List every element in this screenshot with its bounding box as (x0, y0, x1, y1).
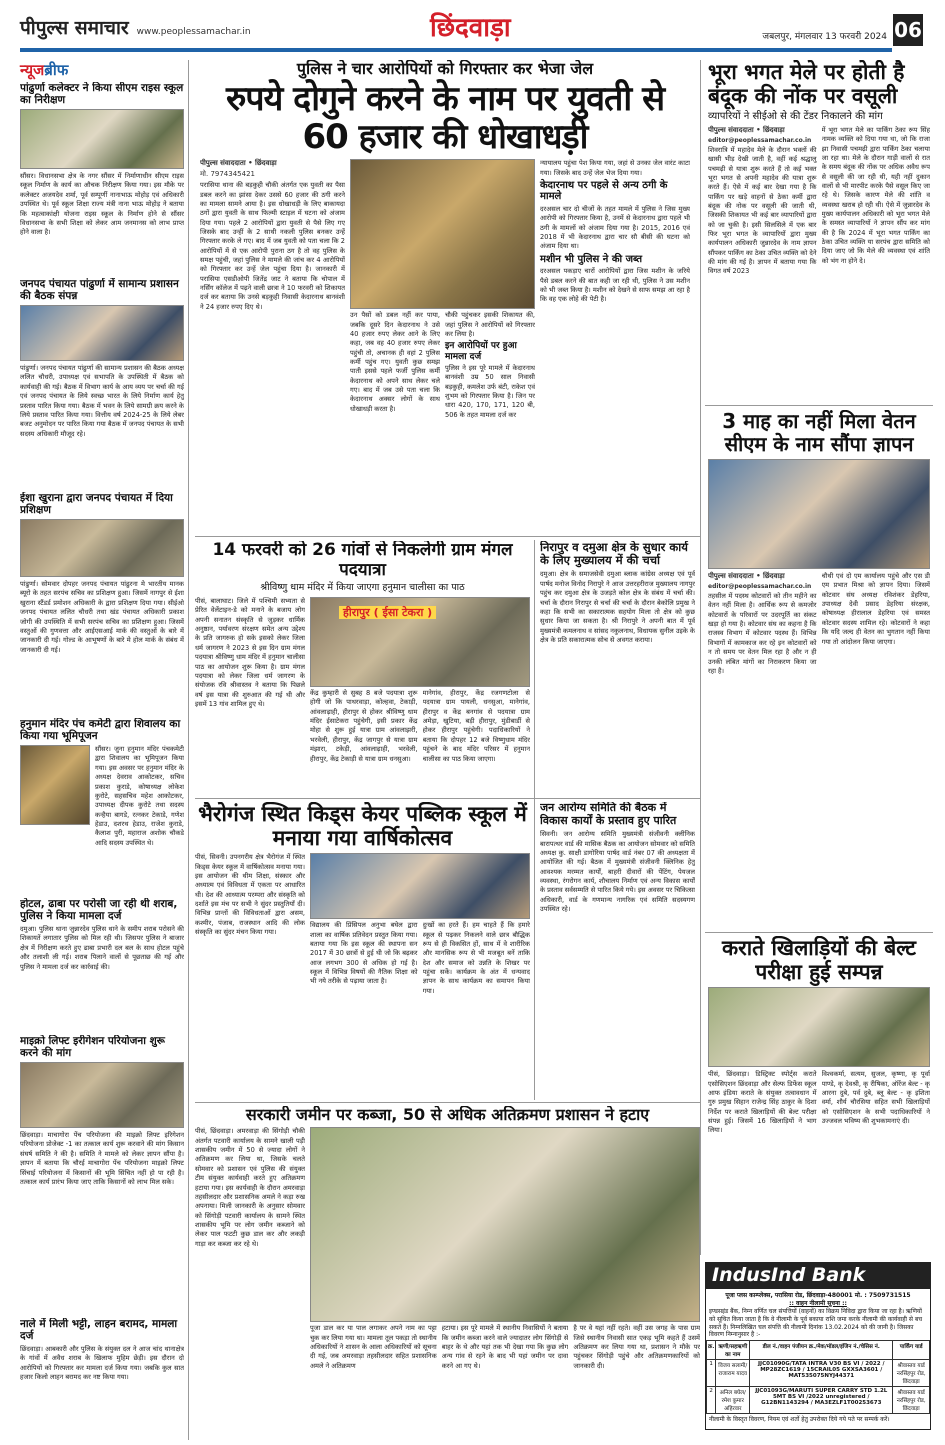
padyatra-col-2 (310, 597, 530, 795)
brief-title: ईशा खुराना द्वारा जनपद पंचायत में दिया प्रशिक्षण (20, 492, 173, 517)
nirapur-headline: निरापुर व दमुआ क्षेत्र के सुधार कार्य के लिए मुख्यालय में की चर्चा (540, 541, 688, 568)
bhura-email[interactable]: editor@peoplessamachar.co.in (708, 136, 812, 144)
salary-email[interactable]: editor@peoplessamachar.co.in (708, 583, 812, 590)
brief-body: छिंदवाड़ा। आबकारी और पुलिस के संयुक्त दल ने आज चांद थानाक्षेत्र के गांवों में अवैध शराब के खिलाफ मुहिम छेड़ी। इस दौरान दो आरोपियों को गिरफ्तार कर मामला दर्ज किया गया। जबकि कुल सात हजार किलो लाहन बरामद कर नष्ट किया गया। (20, 1345, 184, 1382)
land-body: है पर वे यहां नहीं रहते। वहीं उस जगह के पास ग्राम जिसे स्थानीय निवासी सात एकड़ भूमि कहते हैं उसमें अतिक्रमण कर लिया गया था, प्रशासन ने मौके पर पहुंचकर सिंगोड़ी पहुंचे और अतिक्रमणकारियों को जानकारी दी। (573, 1324, 700, 1370)
padyatra-subcol (310, 689, 418, 795)
brief-label-a: न्यूज (20, 61, 45, 79)
arogya-story (540, 802, 695, 1098)
padyatra-subcols (310, 689, 530, 795)
lead-subhead: मशीन भी पुलिस ने की जब्त (540, 253, 643, 265)
bhura-col-2 (822, 126, 931, 400)
brief-item (20, 492, 184, 713)
lead-subcol (445, 311, 535, 532)
brief-photo (20, 305, 184, 361)
bank-address: पूजा प्लस काम्प्लेक्स, परासिया रोड, छिंदवाड़ा-480001 मो. : 7509731515 (725, 1292, 911, 1299)
land-subcols (310, 1324, 700, 1442)
lead-subhead: केदारनाथ पर पहले से अन्य ठगी के मामले (540, 179, 668, 203)
column-divider (188, 60, 189, 1440)
land-story (195, 1106, 700, 1442)
section-city-title: छिंदवाड़ा (430, 13, 511, 43)
padyatra-subcol (423, 689, 531, 795)
brief-item (20, 1035, 184, 1313)
brief-title: पांढुर्णा कलेक्टर ने किया सीएम राइस स्कूल का निरीक्षण (20, 82, 184, 107)
divider (705, 405, 933, 406)
page-number: 06 (893, 14, 923, 46)
cell: JJC01090G/TATA INTRA V30 BS VI / 2022 / MP28ZC1619 / 15CRAIL05 GXXSA3601 / MAT535075NYJ44371 (750, 1360, 893, 1387)
brief-photo (20, 1062, 184, 1128)
padyatra-headline: 14 फरवरी को 26 गांवों से निकलेगी ग्राम मंगल पदयात्रा (212, 541, 513, 580)
nirapur-story (540, 541, 695, 795)
lead-columns (200, 159, 690, 532)
karate-headline: कराते खिलाड़ियों की बेल्ट परीक्षा हुई सम्पन्न (722, 936, 916, 985)
masthead-left (20, 14, 251, 40)
brief-title: माइक्रो लिफ्ट इरीगेशन परियोजना शुरू करने की मांग (20, 1035, 165, 1060)
indusind-bank-ad (705, 1262, 931, 1430)
karate-story (708, 936, 930, 1256)
land-subcol (310, 1324, 437, 1442)
padyatra-body: मानेगांव, हीरापुर, केंद्र रजगणटोला से पदयात्रा ग्राम पायली, धनसुआ, मानेगांव, हीरापुर व केंद्र बनगांव से पदयात्रा ग्राम अमेड़ा, खुटिया, बड़ी हीरापुर, मुंडीबार्डी से होकर हीरापुर पहुंचेगी। पदाधिकारियों ने बताया कि दोपहर 12 बजे विष्णुधाम मंदिर पहुंचने के बाद मंदिर परिसर में हनुमान चालीसा का पाठ किया जाएगा। (422, 689, 530, 763)
lead-body: दरअसल चार दो चीजों के तहत मामले में पुलिस ने जिस मुख्य आरोपी को गिरफ्तार किया है, उनमें से केदारनाथ द्वारा पहले भी ठगी के मामलों को अंजाम दिया गया है। 2015, 2016 एवं 2018 में भी केदारनाथ द्वारा चार सौ बीसी की घटना को अंजाम दिया था। (540, 204, 690, 251)
land-photo (310, 1127, 700, 1322)
lead-subcols (350, 311, 535, 532)
karate-col (822, 1070, 931, 1256)
lead-body: पुलिस ने इस पूरे मामले में केदारनाथ बानवंशी उम्र 50 साल निवासी बड़कुही, कमलेश उर्फ बंटी, राकेश एवं शुभम को गिरफ्तार किया है। जिन पर धारा 420, 170, 171, 120 बी, 506 के तहत मामला दर्ज कर (445, 363, 535, 419)
cell: श्रीवास्तव यार्ड नरसिंहपुर रोड, छिंदवाड़ा (893, 1387, 930, 1414)
land-body: पूजा डाल कर या पाल लगाकर अपने नाम का पट्टा चुक कर लिया गया था। मामला तूल पकड़ा तो स्थानीय अधिकारियों ने शासन के आला अधिकारियों को सूचना दी गई, जब अमरवाड़ा तहसीलदार सहित प्रशासनिक अमले ने अतिक्रमण (310, 1324, 437, 1370)
padyatra-story (195, 541, 530, 795)
column-divider (534, 540, 535, 1100)
salary-col-1 (708, 572, 817, 928)
salary-body: चौथी एवं दो एम कार्यालय पहुंचे और एस डी एम प्रभात मिश्रा को ज्ञापन दिया। जिसमें कोटवार संघ अध्यक्ष रविशंकर डेहरिया, उपाध्यक्ष देवी प्रसाद डेहरिया संरक्षक, कोषाध्यक्ष हीरालाल डेहरिया एवं समस्त कोटवार सदस्य शामिल रहे। कोटवारों ने कहा कि यदि जल्द ही वेतन का भुगतान नहीं किया गया तो आंदोलन किया जाएगा। (821, 572, 930, 646)
divider (705, 932, 933, 933)
bhura-deck: व्यापरियों ने सीईओ से की टेंडर निकालने की मांग (708, 111, 883, 123)
arogya-body: सिवनी। जन आरोग्य समिति मुख्यमंत्री संजीवनी क्लीनिक बारापत्थर वार्ड की मासिक बैठक का आयोजन सोमवार को समिति अध्यक्ष कु. साक्षी डागोरिया पार्षद वार्ड नंबर 07 की अध्यक्षता में आयोजित की गई। बैठक में मुख्यमंत्री संजीवनी क्लिनिक हेतु आवश्यक मरम्मत कार्यों, बाहरी दीवारों की पेंटिंग, पेयजल व्यवस्था, रंगरोगन कार्य, शौचालय निर्माण एवं अन्य विकास कार्यों के प्रस्ताव सर्वसम्मति से पारित किये गये। इस अवसर पर चिकित्सा अधिकारी, वार्ड के गणमान्य नागरिक एवं समिति सदस्यगण उपस्थित रहे। (540, 830, 695, 914)
lead-story (200, 60, 690, 532)
salary-byline: पीपुल्स संवाददाता • छिंदवाड़ा (708, 572, 785, 580)
salary-story (708, 410, 930, 928)
bhura-story (708, 60, 930, 400)
padyatra-deck: श्रीविष्णु धाम मंदिर में किया जाएगा हनुमान चालीसा का पाठ (260, 582, 465, 594)
col-header: डील नं./वाहन पंजीयन क्र./मेक/मॉडल/इंजिन नं./चेसिस नं. (750, 1341, 893, 1360)
cell: श्रीवास्तव यार्ड नरसिंहपुर रोड, छिंदवाड़ा (893, 1360, 930, 1387)
brief-item (20, 718, 184, 893)
bhairon-body: पीसं, सिवनी। उपनगरीय क्षेत्र भैरोगंज में स्थित किड्स केयर स्कूल में वार्षिकोत्सव मनाया गया। इस आयोजन की थीम शिक्षा, संस्कार और अध्यात्म एवं विविधता में एकता पर आधारित थी। देश की आध्यात्म परम्परा और संस्कृति को दर्शाते इस मंच पर सभी ने सुंदर प्रस्तुतियाँ दी। विभिन्न प्रान्तों की विविधताओं द्वारा असम, कश्मीर, पंजाब, राजस्थान आदि की लोक संस्कृति का सुंदर मंचन किया गया। (195, 853, 305, 937)
brief-item (20, 1318, 184, 1440)
arogya-headline: जन आरोग्य समिति की बैठक में विकास कार्यों के प्रस्ताव हुए पारित (540, 802, 677, 827)
table-row (707, 1387, 930, 1414)
brief-photo (20, 745, 90, 825)
lead-body: चौकी पहुंचकर इसकी शिकायत की, जहां पुलिस ने आरोपियों को गिरफ्तार कर लिया है। (445, 311, 535, 338)
padyatra-body: केंद्र कुम्हारी से सुबह 8 बजे पदयात्रा शुरू होगी जो कि पाथरवाड़ा, कोल्हवा, टेकाड़ी, आंवलाढ़ाही, हीरापुर से होकर श्रीविष्णु धाम मंदिर ईसाटेकरा पहुंचेगी, इसी प्रकार केंद्र मोहा से शुरू हुई यात्रा ग्राम आंवलाझरी, भरवेली, हीरापुर, केंद्र जागपुर से यात्रा ग्राम मंझारा, टकेड़ी, आंवलाढ़ाही, भरवेली, हीरापुर, केंद्र टेकाड़ी से यात्रा ग्राम धनसुआ। (310, 689, 418, 763)
brief-body: दमुआ। पुलिस थाना जुन्नारदेव पुलिस थाने के समीप शराब परोसने की शिकायतें लगातार पुलिस को मिल रही थी। जिसपर पुलिस ने बाजार क्षेत्र में निरीक्षण करते हुए ढाबा प्रभारी दल बल के साथ होटल पहुंचे और तलाशी ली गई। शराब पिलाने वालों से पूछताछ की गई और पुलिस ने मामला दर्ज कर कार्रवाई की। (20, 925, 184, 971)
padyatra-photo (310, 597, 530, 687)
bank-logo: IndusInd Bank (706, 1263, 930, 1289)
brief-photo (20, 109, 184, 169)
divider (195, 1102, 700, 1103)
bhura-body: में भूरा भगत मेले का पार्किंग ठेका रूप सिंह नामक व्यक्ति को दिया गया था, जो कि राजा झा निवासी पचमढ़ी द्वारा पार्किंग ठेका चलाया जा रहा था। मेले के दौरान गाड़ी वालों से रात के समय बंदूक की नोंक पर अधिक अवैध रूप से वसूली की जा रही थी, यही नहीं दुकान वालों से भी मारपीट करके पैसे वसूल किए जा रहे थे। जिसके कारण मेले की शांति व व्यवस्था खराब हो रही थी। ऐसे में जुन्नारदेव के मुख्य कार्यपालन अधिकारी को भूरा भगत मेले के समस्त व्यापारियों ने ज्ञापन सौंप कर मांग की है कि 2024 में भूरा भगत पार्किंग का ठेका उचित व्यक्ति या सरपंच द्वारा समिति को दिया जाए जो कि मेले की व्यवस्था एवं शांति को भंग ना होने दे। (821, 125, 930, 265)
salary-photo (708, 459, 930, 569)
lead-kicker: पुलिस ने चार आरोपियों को गिरफ्तार कर भेजा जेल (296, 60, 594, 78)
lead-subcol (350, 311, 440, 532)
padyatra-columns (195, 597, 530, 795)
bhairon-subcol (423, 921, 531, 1098)
karate-body: पीसं, छिंदवाड़ा। डिस्ट्रिक्ट स्पोर्ट्स कराते एसोसिएशन छिंदवाड़ा और सेल्फ डिफेंस स्कूल आफ इंडिया कराते के संयुक्त तत्वावधान में गुरु प्रमुख सिहान राजेन्द्र सिंह ठाकुर के दिशा निर्देश पर कराते खिलाड़ियों की बेल्ट परीक्षा संपन्न हुई। जिसमें 16 खिलाड़ियों ने भाग लिया। (708, 1070, 817, 1135)
bhairon-columns (195, 853, 530, 1098)
bhura-byline: पीपुल्स संवाददाता • छिंदवाड़ा (708, 125, 785, 134)
lead-headline: रुपये दोगुने करने के नाम पर युवती से 60 हजार की धोखाधड़ी (225, 79, 665, 157)
brief-item (20, 898, 184, 1030)
salary-columns (708, 572, 930, 928)
land-headline: सरकारी जमीन पर कब्जा, 50 से अधिक अतिक्रमण प्रशासन ने हटाए (245, 1106, 650, 1124)
bhairon-subcols (310, 921, 530, 1098)
news-brief-label (20, 60, 68, 80)
brief-body: पांढुर्णा। जनपद पंचायत पांढुर्णा की सामान्य प्रशासन की बैठक अध्यक्ष ललित चौधरी, उपाध्यक्ष एवं सभापति के उपस्थिती में बैठक को कार्यवाही की गई। बैठक में विभाग कार्य के आय व्यय पर चर्चा की गई एवं जनपद पंचायत के लिये स्वच्छ भारत के लिये निर्माण कार्य हेतु प्रस्ताव पारित किया गया। बैठक में भवन के लिये सामग्री क्रय करने के लिये प्रस्ताव पारित किया गया। वित्तीय वर्ष 2024-25 के लिये लेबर बजट अनुमोदन पर पारित किया गया बैठक में जनपद पंचायत के सभी सदस्य अधिकारी मौजूद रहे। (20, 364, 184, 438)
brief-body: सौंसर। विधानसभा क्षेत्र के नगर सौंसर में निर्माणाधीन सीएम राइस स्कूल निर्माण के कार्य का औचक निरीक्षण किया गया। इस मौके पर कलेक्टर अजयदेव शर्मा, पूर्व सम्पूर्णी नानाभाऊ मोहोड़ एवं अधिकारी उपस्थित थे। पूर्व स्कूल शिक्षा राज्य मंत्री नाना भाऊ मोहोड़ ने बताया कि महत्वाकांक्षी योजना राइस स्कूल के निर्माण होने से सौंसर विधानसभा के सभी शिक्षा को लेकर आम जनमानस को लाभ प्राप्त होने वाला है। (20, 172, 184, 237)
brief-body: पांढुर्णा। सोमवार दोपहर जनपद पंचायत पांढुरना मे भारतीय मानक ब्यूरो के तहत सरपंच सचिव का प्रशिक्षण हुआ। जिसमें नागपुर से ईशा खुराना स्टैंडर्ड प्रमोशन अधिकारी के द्वारा प्रशिक्षण दिया गया। सीईओ जनपद पंचायत ललित चौधरी तथा खंड पंचायत अधिकारी प्रकाश जोगी की उपस्थिति में सभी सरपंच सचिव का प्रशिक्षण हुआ। जिसमें वस्तुओं की गुणवत्ता और आईएसआई मार्क की वस्तुओं के बारे में जानकारी दी गई। गोल्ड के आभूषणों के बारे मे होल मार्क के संबंध में जानकारी दी गई। (20, 580, 184, 654)
bhairon-subcol (310, 921, 418, 1098)
newspaper-logo: पीपुल्स समाचार (20, 17, 129, 39)
brief-title: होटल, ढाबा पर परोसी जा रही थी शराब, पुलिस ने किया मामला दर्ज (20, 898, 178, 923)
salary-headline: 3 माह का नहीं मिला वेतन सीएम के नाम सौंपा ज्ञापन (722, 410, 916, 456)
auction-table (706, 1340, 930, 1414)
brief-title: जनपद पंचायत पांढुर्णा में सामान्य प्रशासन की बैठक संपन्न (20, 278, 179, 303)
bhairon-body: दुःखों का हरते हैं। हम चाहते हैं कि हमारे स्कूल से पढ़कर निकलने वाले छात्र बौद्धिक रूप से ही विकसित हों, साथ में वे शारीरिक और मानसिक रूप से भी मजबूत बनें ताकि देश और समाज को उन्नति के शिखर पर पहुंचा सकें। कार्यक्रम के अंत में धन्यवाद ज्ञापन के साथ कार्यक्रम का समापन किया गया। (422, 921, 530, 995)
lead-col-1 (200, 159, 345, 532)
land-subcol (442, 1324, 569, 1442)
lead-mobile: मो. 7974345421 (200, 170, 255, 179)
lead-col-4 (540, 159, 690, 532)
col-header: क्र. (707, 1341, 716, 1360)
bhairon-story (195, 802, 530, 1098)
lead-subhead: इन आरोपियों पर हुआ मामला दर्ज (445, 341, 517, 362)
lead-body: न्यायालय पहुंचा पेश किया गया, जहां से उनका जेल वारंट काटा गया। जिसके बाद उन्हें जेल भेज दिया गया। (540, 159, 690, 177)
land-body: पीसं, छिंदवाड़ा। अमरवाड़ा की सिंगोड़ी चौकी अंतर्गत पटवारी कार्यालय के सामने खाली पड़ी शासकीय जमीन में 50 से ज्यादा लोगों ने अतिक्रमण कर लिया था, जिसके चलते सोमवार को प्रशासन एवं पुलिस की संयुक्त टीम संयुक्त कार्यवाही करते हुए अतिक्रमण हटाया गया। इस कार्यवाही के दौरान अमरवाड़ा तहसीलदार और प्रशासनिक अमले ने कड़ा रुख अपनाया। मिली जानकारी के अनुसार सोमवार को सिंगोड़ी पटवारी कार्यालय के सामने स्थित शासकीय भूमि पर लोग जमीन कब्जाने को लेकर पाल फटटी कुछ डाल कर और लकड़ी गाड़ा कर कब्जा कर रहे थे। (195, 1127, 305, 1248)
lead-col-2 (350, 159, 535, 532)
bhura-columns (708, 126, 930, 400)
land-subcol (573, 1324, 700, 1442)
brief-photo (20, 519, 184, 577)
lead-body: परासिया थाना की बड़कुही चौकी अंतर्गत एक युवती का पैसा डबल करने का झांसा देकर उससे 60 हजार की ठगी करने का मामला सामने आया है। इस धोखाधड़ी के लिए बाकायदा ठगों द्वारा युवती के साथ फिल्मी स्टाइल में घटना को अंजाम दिया गया। पहले 2 आरोपियों द्वारा युवती से पैसे लिए गए जिसके बाद उन्हीं के 2 साथी नकली पुलिस बनकर उन्हें गिरफ्तार करके ले गए। बाद में जब युवती को पता चला कि 2 आरोपियों में से एक आरोपी पुराना ठग है तो वह पुलिस के समक्ष पहुंची, जहां पुलिस ने मामले की जांच कर 4 आरोपियों को गिरफ्तार कर उन्हें जेल पहुंचा दिया है। जानकारी में परासिया एसडीओपी जितेंद्र जाट ने बताया कि चोपाल में नर्सिंग कॉलेज में पढ़ने वाली छात्रा ने 10 फरवरी को शिकायत दर्ज कर बताया कि उनसे बड़कुही निवासी केदारनाथ बानवंशी ने 24 हजार रुपए दिए थे। (200, 181, 345, 311)
padyatra-banner-text: हीरापुर ( ईसा टेकरा ) (339, 606, 436, 619)
karate-col (708, 1070, 817, 1256)
bhura-col-1 (708, 126, 817, 400)
col-header: पार्किंग यार्ड (893, 1341, 930, 1360)
brief-item (20, 278, 184, 487)
cell: JJC01093G/MARUTI SUPER CARRY STD 1.2L 5MT BS VI /2022 unregistered / G12BN1143294 / MA3EZLF1T00253673 (750, 1387, 893, 1414)
bank-notice-title: :: वाहन नीलामी सूचना :: (789, 1300, 847, 1307)
cell: विजय सलामी/ राजाराम यादव (716, 1360, 750, 1387)
bhairon-col-1 (195, 853, 305, 1098)
divider (195, 536, 700, 537)
land-col-2 (310, 1127, 700, 1442)
nirapur-body: दमुआ। क्षेत्र के समाजसेवी दमुआ ब्लाक कांग्रेस अध्यक्ष एवं पूर्व पार्षद मनोज विनोद निरापुरे ने आज उत्तरहरीराज मुख्यालय नागपुर पहुंच कर दमुआ क्षेत्र के उजड़ते कोल क्षेत्र के संबंध में चर्चा की। चर्चा के दौरान निरापुर से चर्चा की चर्चा के दौरान बेकोलि प्रमुख ने कहा कि सभी का सकारात्मक सहयोग मिला तो क्षेत्र को कुछ सुधार किया जा सकता है। श्री निरापुरे ने अपनी बात में पूर्व मुख्यमंत्री कमलनाथ व सांसद नकुलनाथ, विधायक सुनील उइके के क्षेत्र के प्रति सकारात्मक सोच से अवगत कराया। (540, 570, 695, 644)
masthead-right (762, 14, 923, 46)
column-divider (700, 60, 701, 1255)
brief-title: नाले में मिली भट्टी, लाहन बरामद, मामला दर्ज (20, 1318, 178, 1343)
brief-item (20, 82, 184, 274)
lead-byline: पीपुल्स संवाददाता • छिंदवाड़ा (200, 159, 277, 168)
brief-row (20, 745, 184, 893)
masthead-rule (20, 48, 892, 52)
col-header: ऋणी/सहऋणी का नाम (716, 1341, 750, 1360)
bhairon-col-2 (310, 853, 530, 1098)
land-body: हटाया। इस पूरे मामले में स्थानीय निवासियों ने बताया कि जमीन कब्जा करने वाले ज्यादातर लोग सिंगोड़ी से बाहर के थे और यहां तक भी देखा गया कि कुछ लोग अन्य गांव से रहने के बाद भी यहां जमीन पर दावा करने आ गए थे। (441, 1324, 569, 1370)
website-url[interactable]: www.peoplessamachar.in (136, 27, 251, 37)
edition-date: जबलपुर, मंगलवार 13 फरवरी 2024 (762, 32, 887, 42)
bhairon-body: विद्यालय की प्रिंसिपल अनुभा बघेल द्वारा शाला का वार्षिक प्रतिवेदन प्रस्तुत किया गया। बताया गया कि इस स्कूल की स्थापना सन 2017 में 30 छात्रों से हुई थी जो कि बढ़कर आज लगभग 300 से अधिक हो गई है। स्कूल में विभिन्न विषयों की नैतिक शिक्षा को भी नये तरीके से पढ़ाया जाता है। (310, 921, 418, 986)
divider (195, 798, 700, 799)
salary-body: तहसील में पदस्थ कोटवारों को तीन महीने का वेतन नहीं मिला है। आर्थिक रूप से कमजोर कोटवारों के परिवारों पर उदरपूर्ति का संकट खड़ा हो गया है। कोटवार संघ का कहना है कि राजस्व विभाग में कोटवार पदस्थ हैं। विभिन्न विभागों में कामकाज कर रहे इन कोटवारों को न तो समय पर वेतन मिल रहा है और न ही उनकी लंबित मांगों का निराकरण किया जा रहा है। (708, 592, 817, 675)
cell: अनिल बघेल/ रमेश कुमार अहिरवार (716, 1387, 750, 1414)
lead-body: दरअसल पकड़ाए चारों आरोपियों द्वारा जिस मशीन के जरिये पैसे डबल करने की बात कही जा रही थी, पुलिस ने उस मशीन को भी जब्त किया है। मशीन को देखने से साफ समझ आ रहा है कि वह एक लोहे की पेटी है। (540, 267, 690, 304)
brief-body: सौंसर। जुना हनुमान मंदिर पंचकमेटी द्वारा शिवालय का भूमिपूजन किया गया। इस अवसर पर हनुमान मंदिर के अध्यक्ष देवराव आकोटकर, सचिव प्रकाश कुराडे, कोषाध्यक्ष लोकेश कुरोटे, सहसचिव महेश आकोटकर, उपाध्यक्ष दीपक कुरोटे तथा सदस्य कन्हैया बागडे, रत्नकर टेकाडे, गणेश हेडाउ, दशरथ हेडाउ, राजेश कुराडे, कैलाश पुरी, महाराज अशोक चौकडे आदि सदस्य उपस्थित थे। (95, 745, 184, 847)
cell: 2 (707, 1387, 716, 1414)
bhura-headline: भूरा भगत मेले पर होती है बंदूक की नोंक पर वसूली (708, 60, 905, 109)
karate-photo (708, 987, 930, 1067)
land-columns (195, 1127, 700, 1442)
padyatra-body: पीसं, बालाघाट। जिले में पश्चिमी सभ्यता से प्रेरित वेलेंटाइन-डे को मनाने के बजाय लोग अपनी सनातन संस्कृति से जुड़कर धार्मिक अनुष्ठान, पर्यावरण संरक्षण समेत अन्य उद्देश्य के प्रति जागरुक हो सके इसको लेकर जिला धर्म जागरण ने 2023 से इस दिन ग्राम मंगल पदयात्रा श्रीविष्णु धाम मंदिर में हनुमान चालीसा पाठ का आयोजन शुरू किया है। ग्राम मंगल पदयात्रा को लेकर जिला धर्म जागरण के संयोजक रवि श्रीवास्तव ने बताया कि पिछले वर्ष इस यात्रा की शुरुआत की गई थी और इसमें 13 गांव शामिल हुए थे। (195, 597, 305, 708)
bank-footer: नीलामी के विस्तृत विवरण, नियम एवं शर्तो हेतु उपरोक्त दिये गये पते पर सम्पर्क करें। (709, 1416, 890, 1424)
salary-col-2 (822, 572, 931, 928)
lead-photo-machine (350, 159, 535, 309)
cell: 1 (707, 1360, 716, 1387)
karate-body: विश्वकर्मा, सत्यम, सुजल, कृष्णा, कृ पूर्वा पाण्डे, कृ देवश्री, कृ रीषिका, ऑरेंज बेल्ट - कृ आरना दुबे, पर्व दुबे, ब्लू बेल्ट - कृ इशिता वर्मा, शौर्य चौरसिया सहित सभी खिलाड़ियों को एसोसिएशन के सभी पदाधिकारियों ने उज्जवल भविष्य की शुभकामनाएं दी। (821, 1070, 930, 1126)
land-col-1 (195, 1127, 305, 1442)
bhairon-headline: भैरोगंज स्थित किड्स केयर पब्लिक स्कूल में मनाया गया वार्षिकोत्सव (198, 802, 527, 851)
lead-body: उन पैसों को डबल नहीं कर पाया, जबकि दूसरे दिन केदारनाथ ने उसे 40 हजार रुपए लेकर आने के लिए कहा, जब वह 40 हजार रुपए लेकर पहुंची तो, अचानक ही वहां 2 पुलिस कर्मी पहुंच गए। युवती कुछ समझ पाती इससे पहले फर्जी पुलिस कर्मी केदारनाथ को अपने साथ लेकर चले गए। बाद में जब उसे पता चला कि केदारनाथ अक्सर लोगों के साथ धोखाधड़ी करता है। (350, 311, 440, 413)
karate-columns (708, 1070, 930, 1256)
table-row (707, 1360, 930, 1387)
bhairon-photo (310, 853, 530, 919)
padyatra-col-1 (195, 597, 305, 795)
bank-intro: इण्डसइंड बैंक, निम्न वर्णित चल संपत्तियों (वाहनों) का विक्रय निविदा द्वारा किया जा रहा है। ऋणियों को सूचित किया जाता है कि वे नीलामी के पूर्व बकाया राशि जमा करके नीलामी की कार्यवाही से बच सकते हैं। निम्नलिखित चल संपत्ति की नीलामी दिनांक 13.02.2024 को की जानी है। जिसका विवरण निम्नानुसार है :- (709, 1308, 923, 1339)
brief-label-b: ब्रीफ (44, 61, 69, 79)
brief-title: हनुमान मंदिर पंच कमेटी द्वारा शिवालय का किया गया भूमिपूजन (20, 718, 181, 743)
bhura-body: शिवरात्रि में महादेव मेले के दौरान भक्तों की खासी भीड़ देखी जाती है, वहीं कई श्रद्धालु पचमढ़ी से यात्रा शुरू करते हैं तो कई भक्त भूरा भगत से अपनी महादेव की यात्रा शुरू करते हैं। ऐसे में कई बार देखा गया है कि पार्किंग पर खड़े वाहनों से ठेका कर्मी द्वारा बंदूक की नोक पर वसूली की जाती थी, जिसकी शिकायत भी कई बार व्यापारियों द्वारा को जा चुकी है। इसी सिलसिले में एक बार फिर भूरा भगत के व्यापारियों द्वारा मुख्य कार्यपालन अधिकारी जुन्नारदेव के नाम ज्ञापन सौंपकर पार्किंग का ठेका उचित व्यक्ति को देने की मांग की गई है। ज्ञापन में बताया गया कि विगत वर्ष 2023 (708, 145, 817, 276)
brief-body: छिंदवाड़ा। माचागोरा पेंच परियोजना की माइक्रो लिफ्ट इरिगेशन परियोजना प्रोजेक्ट -1 का तत्काल कार्य शुरू करवाने की मांग किसान संघर्ष समिति ने की है। समिति ने मामले को लेकर ज्ञापन सौंपा है। ज्ञापन में बताया कि चौरई माचागोरा पेंच परियोजना माइक्रो लिफ्ट सिंचाई परियोजना में किसानों की भूमि सिंचित नहीं हो पा रही है। तत्काल कार्य प्रारंभ किया जाए ताकि किसानों को लाभ मिल सके। (20, 1131, 184, 1186)
